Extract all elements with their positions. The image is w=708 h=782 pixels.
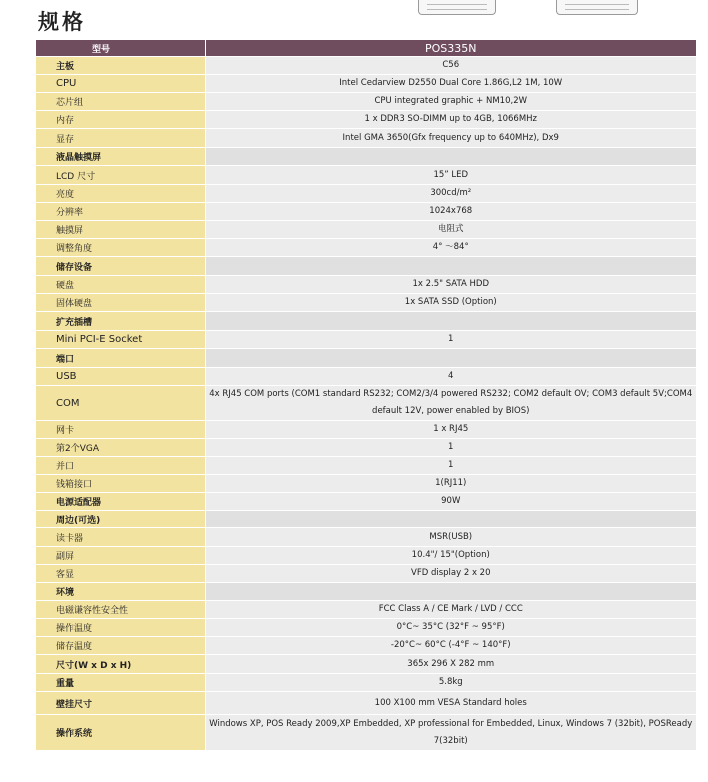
spec-row [36,655,696,674]
spec-value [205,349,696,368]
spec-table [36,40,696,751]
spec-value: 1 [205,457,696,475]
spec-row [36,129,696,148]
spec-value: 电阻式 [205,221,696,239]
spec-row [36,511,696,528]
spec-label: Mini PCI-E Socket [36,331,205,349]
spec-row [36,276,696,294]
spec-value [205,312,696,331]
spec-row [36,239,696,257]
spec-row [36,294,696,312]
spec-value: 0°C~ 35°C (32°F ~ 95°F) [205,619,696,637]
spec-value: CPU integrated graphic + NM10,2W [205,93,696,111]
spec-row [36,583,696,601]
spec-row [36,166,696,185]
spec-row [36,331,696,349]
spec-value [205,257,696,276]
spec-label: 读卡器 [36,528,205,547]
spec-row [36,637,696,655]
spec-value: 1x 2.5" SATA HDD [205,276,696,294]
spec-value: 90W [205,493,696,511]
spec-label: 操作温度 [36,619,205,637]
header-label: 型号 [36,40,205,57]
spec-value: 1 x DDR3 SO-DIMM up to 4GB, 1066MHz [205,111,696,129]
spec-row [36,457,696,475]
spec-value: FCC Class A / CE Mark / LVD / CCC [205,601,696,619]
spec-label: 操作系统 [36,715,205,751]
spec-value: 1(RJ11) [205,475,696,493]
spec-row [36,57,696,75]
spec-row [36,715,696,751]
spec-label: 储存设备 [36,257,205,276]
spec-value [205,511,696,528]
spec-value: -20°C~ 60°C (-4°F ~ 140°F) [205,637,696,655]
spec-value: 10.4"/ 15"(Option) [205,547,696,565]
spec-value: 1x SATA SSD (Option) [205,294,696,312]
spec-label: 分辨率 [36,203,205,221]
spec-label: 钱箱接口 [36,475,205,493]
spec-label: 副屏 [36,547,205,565]
spec-value: 1 x RJ45 [205,421,696,439]
spec-label: 端口 [36,349,205,368]
spec-label: 内存 [36,111,205,129]
spec-row [36,185,696,203]
device-thumbnail-right [556,0,638,15]
spec-label: 液晶触摸屏 [36,148,205,166]
spec-label: 触摸屏 [36,221,205,239]
spec-label: 第2个VGA [36,439,205,457]
spec-value: 1024x768 [205,203,696,221]
page-title: 规格 [38,10,86,34]
spec-label: USB [36,368,205,386]
spec-label: 客显 [36,565,205,583]
spec-row [36,565,696,583]
spec-row [36,349,696,368]
device-thumbnail-left [418,0,496,15]
spec-label: COM [36,386,205,421]
spec-label: 芯片组 [36,93,205,111]
spec-row [36,601,696,619]
spec-value: C56 [205,57,696,75]
spec-row [36,221,696,239]
spec-value: 1 [205,439,696,457]
spec-label: 硬盘 [36,276,205,294]
spec-label: LCD 尺寸 [36,166,205,185]
spec-label: 电源适配器 [36,493,205,511]
spec-label: 环境 [36,583,205,601]
spec-row [36,93,696,111]
spec-row [36,421,696,439]
spec-label: 显存 [36,129,205,148]
spec-label: 主板 [36,57,205,75]
spec-row [36,111,696,129]
spec-label: 网卡 [36,421,205,439]
spec-row [36,368,696,386]
spec-label: 调整角度 [36,239,205,257]
spec-label: 尺寸(W x D x H) [36,655,205,674]
spec-label: CPU [36,75,205,93]
spec-label: 固体硬盘 [36,294,205,312]
spec-value: 15” LED [205,166,696,185]
spec-value: 300cd/m² [205,185,696,203]
spec-label: 储存温度 [36,637,205,655]
spec-value [205,583,696,601]
spec-row [36,674,696,692]
spec-table-header [36,40,696,57]
spec-row [36,75,696,93]
spec-label: 重量 [36,674,205,692]
spec-row [36,528,696,547]
spec-label: 扩充插槽 [36,312,205,331]
spec-row [36,439,696,457]
spec-label: 亮度 [36,185,205,203]
spec-row [36,148,696,166]
spec-table-body [36,57,696,751]
spec-value: Intel GMA 3650(Gfx frequency up to 640MHz), Dx9 [205,129,696,148]
spec-row [36,312,696,331]
spec-value: VFD display 2 x 20 [205,565,696,583]
spec-value: 1 [205,331,696,349]
spec-label: 壁挂尺寸 [36,692,205,715]
spec-row [36,619,696,637]
spec-row [36,493,696,511]
spec-value: 4° ～84° [205,239,696,257]
spec-value: Intel Cedarview D2550 Dual Core 1.86G,L2 1M, 10W [205,75,696,93]
spec-label: 并口 [36,457,205,475]
spec-value: Windows XP, POS Ready 2009,XP Embedded, XP professional for Embedded, Linux, Windows 7 (32bit), POSReady 7(32bit) [205,715,696,751]
spec-label: 周边(可选) [36,511,205,528]
spec-value: 100 X100 mm VESA Standard holes [205,692,696,715]
spec-value: 365x 296 X 282 mm [205,655,696,674]
spec-row [36,386,696,421]
spec-value: 4 [205,368,696,386]
spec-row [36,475,696,493]
header-model: POS335N [205,40,696,57]
spec-row [36,692,696,715]
spec-row [36,257,696,276]
spec-value: 4x RJ45 COM ports (COM1 standard RS232; COM2/3/4 powered RS232; COM2 default OV; COM3 default 5V;COM4 default 12V, power enabled by BIOS) [205,386,696,421]
spec-value: 5.8kg [205,674,696,692]
spec-label: 电磁谦容性安全性 [36,601,205,619]
spec-row [36,203,696,221]
spec-row [36,547,696,565]
spec-value: MSR(USB) [205,528,696,547]
spec-value [205,148,696,166]
